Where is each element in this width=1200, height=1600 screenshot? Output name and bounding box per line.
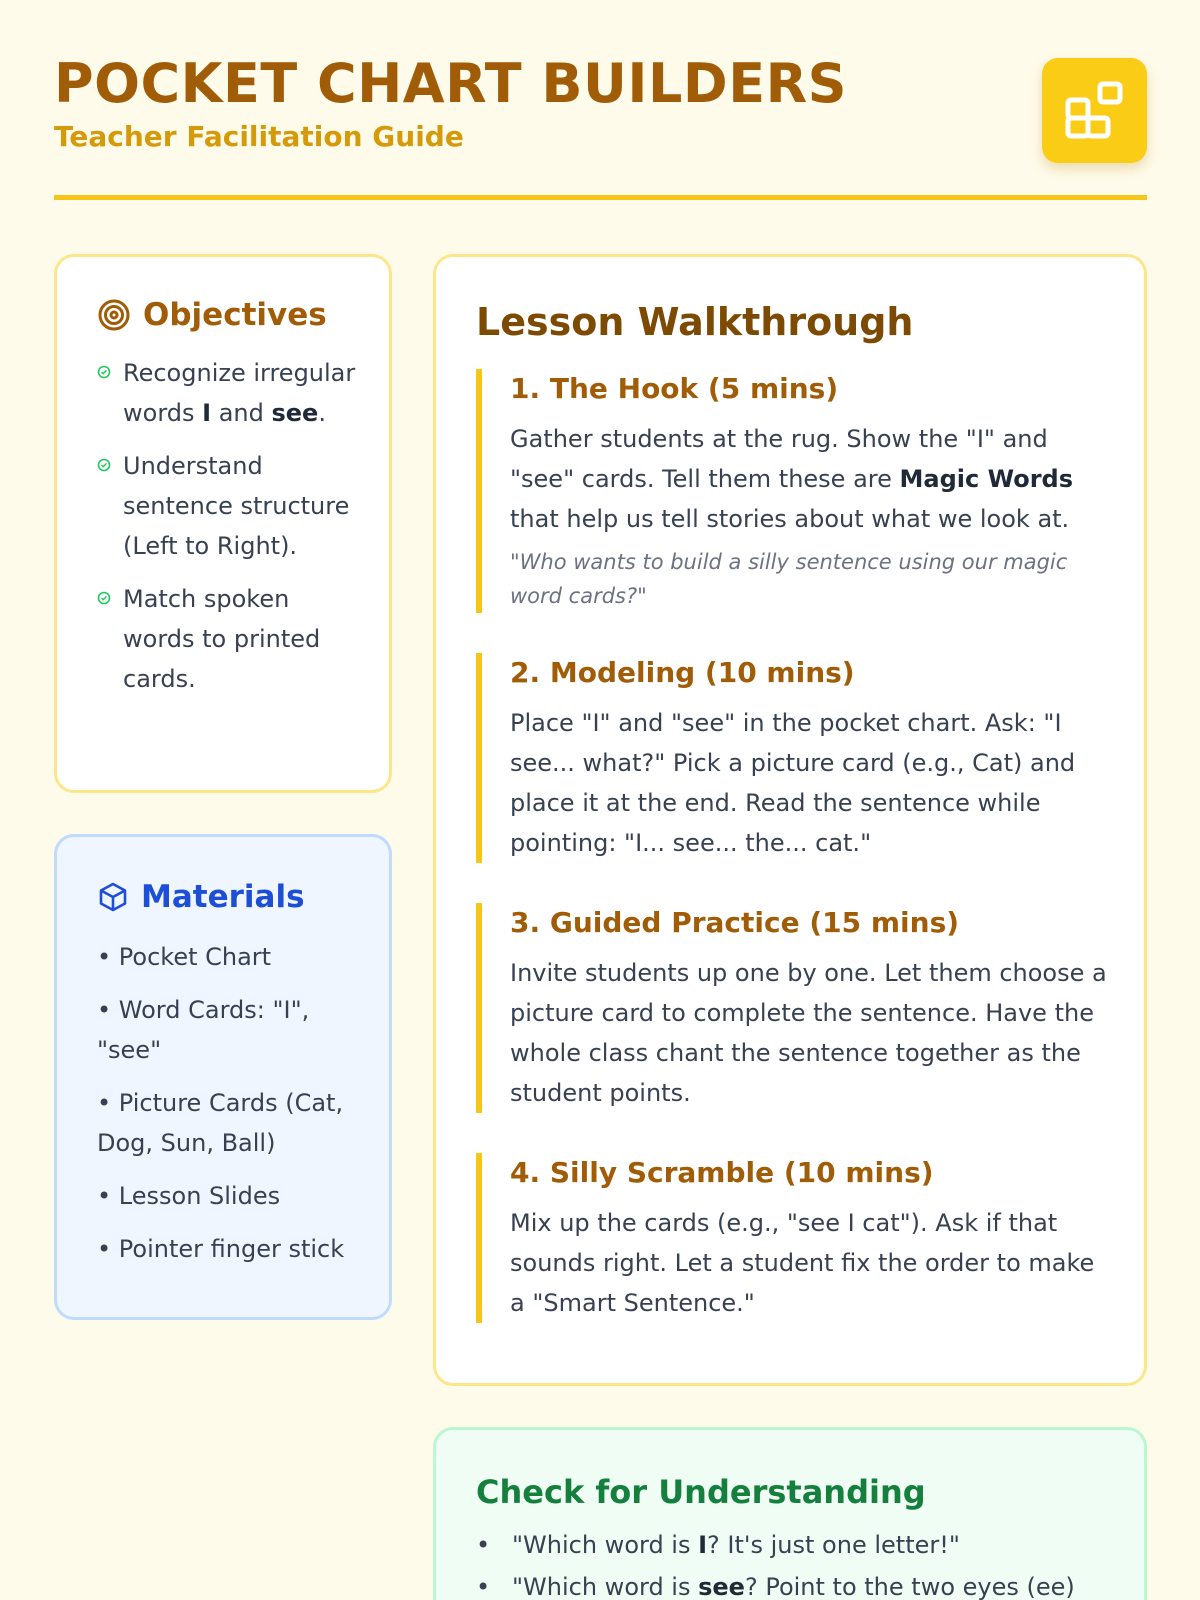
logo xyxy=(1042,58,1147,163)
step-quote: "Who wants to build a silly sentence using our magic word cards?" xyxy=(510,550,1068,608)
objectives-card xyxy=(54,254,392,793)
step-body: Gather students at the rug. Show the "I" and "see" cards. Tell them these are Magic Words that help us tell stories about what we look at. xyxy=(510,425,1074,533)
list-item xyxy=(97,353,359,433)
bullet-icon: • xyxy=(476,1573,491,1600)
check-list xyxy=(476,1524,1108,1600)
objectives-heading xyxy=(97,293,359,337)
check-question: "Which word is see? Point to the two eyes (ee) xyxy=(512,1573,1075,1600)
target-icon xyxy=(97,298,131,332)
step-modeling xyxy=(476,653,1108,863)
step-title: 2. Modeling (10 mins) xyxy=(510,656,855,689)
step-title: 1. The Hook (5 mins) xyxy=(510,372,839,405)
materials-heading-label: Materials xyxy=(141,879,305,915)
step-body: Invite students up one by one. Let them choose a picture card to complete the sentence. Have the whole class chant the sentence together as the student points. xyxy=(510,959,1107,1107)
box-icon xyxy=(97,881,129,913)
step-guided-practice xyxy=(476,903,1108,1113)
check-circle-icon xyxy=(97,458,111,472)
step-hook xyxy=(476,369,1108,613)
step-silly-scramble xyxy=(476,1153,1108,1323)
objective-text: Understand sentence structure (Left to Right). xyxy=(123,452,350,560)
step-title: 4. Silly Scramble (10 mins) xyxy=(510,1156,934,1189)
check-circle-icon xyxy=(97,591,111,605)
check-heading: Check for Understanding xyxy=(476,1473,926,1511)
materials-heading xyxy=(97,875,359,919)
check-circle-icon xyxy=(97,365,111,379)
bullet-icon: • xyxy=(476,1531,491,1559)
list-item: • Pocket Chart xyxy=(97,943,272,971)
objectives-list xyxy=(97,353,359,699)
objective-text: Match spoken words to printed cards. xyxy=(123,585,321,693)
step-body: Mix up the cards (e.g., "see I cat"). Ask if that sounds right. Let a student fix the order to make a "Smart Sentence." xyxy=(510,1209,1095,1317)
page-title: POCKET CHART BUILDERS xyxy=(54,52,848,115)
page-header xyxy=(54,52,1147,200)
list-item: • Word Cards: "I", "see" xyxy=(97,996,310,1064)
list-item xyxy=(476,1566,1108,1600)
objectives-heading-label: Objectives xyxy=(143,297,327,333)
page-subtitle: Teacher Facilitation Guide xyxy=(54,120,464,153)
walkthrough-heading: Lesson Walkthrough xyxy=(476,300,914,344)
list-item: • Pointer finger stick xyxy=(97,1235,345,1263)
materials-list xyxy=(97,937,359,1269)
check-question: "Which word is I? It's just one letter!" xyxy=(512,1531,960,1559)
grid-blocks-icon xyxy=(1064,80,1126,142)
step-title: 3. Guided Practice (15 mins) xyxy=(510,906,960,939)
list-item: • Lesson Slides xyxy=(97,1182,281,1210)
objective-text: Recognize irregular words I and see. xyxy=(123,359,356,427)
check-card xyxy=(433,1427,1147,1600)
step-body: Place "I" and "see" in the pocket chart. Ask: "I see... what?" Pick a picture card (e.g., Cat) and place it at the end. Read the sentence while pointing: "I... see... the... cat." xyxy=(510,709,1076,857)
list-item: • Picture Cards (Cat, Dog, Sun, Ball) xyxy=(97,1089,344,1157)
materials-card xyxy=(54,834,392,1320)
list-item xyxy=(97,446,359,566)
list-item xyxy=(476,1524,1108,1566)
walkthrough-card xyxy=(433,254,1147,1386)
list-item xyxy=(97,579,359,699)
